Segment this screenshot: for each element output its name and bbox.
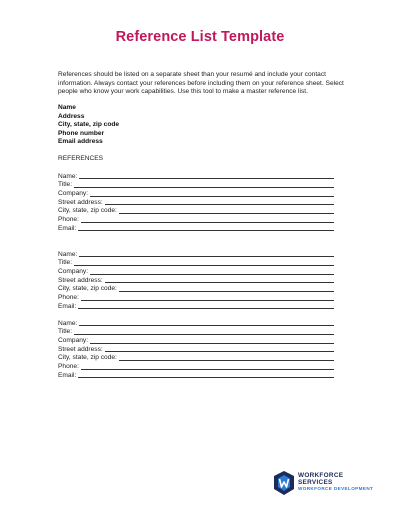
contact-field-name: Name <box>58 104 76 111</box>
reference-row-title[interactable] <box>58 328 334 337</box>
city-line[interactable] <box>119 354 334 361</box>
reference-row-city[interactable] <box>58 354 334 363</box>
reference-row-name[interactable] <box>58 172 334 181</box>
reference-row-title[interactable] <box>58 181 334 190</box>
contact-field-email: Email address <box>58 138 103 146</box>
field-label: Email: <box>58 224 77 232</box>
title-line[interactable] <box>74 328 334 335</box>
contact-field-phone: Phone number <box>58 129 105 137</box>
field-label: Company: <box>58 190 89 198</box>
field-label: City, state, zip code: <box>58 285 117 293</box>
field-label: Title: <box>58 259 73 267</box>
reference-row-name[interactable] <box>58 319 334 328</box>
phone-line[interactable] <box>81 363 334 370</box>
title-line[interactable] <box>74 181 334 188</box>
city-line[interactable] <box>119 207 334 214</box>
company-line[interactable] <box>90 337 334 344</box>
reference-row-company[interactable] <box>58 267 334 276</box>
reference-row-name[interactable] <box>58 250 334 259</box>
logo-line-2: SERVICES <box>298 479 333 486</box>
reference-row-company[interactable] <box>58 336 334 345</box>
references-heading: REFERENCES <box>58 155 104 162</box>
reference-row-email[interactable] <box>58 371 334 380</box>
field-label: Street address: <box>58 198 103 206</box>
workforce-services-logo <box>273 470 383 496</box>
reference-row-street[interactable] <box>58 345 334 354</box>
title-line[interactable] <box>74 259 334 266</box>
email-line[interactable] <box>78 302 334 309</box>
reference-row-phone[interactable] <box>58 293 334 302</box>
reference-row-city[interactable] <box>58 207 334 216</box>
field-label: Title: <box>58 328 73 336</box>
contact-field-city: City, state, zip code <box>58 121 120 129</box>
email-line[interactable] <box>78 371 334 378</box>
field-label: Phone: <box>58 363 79 371</box>
shield-icon <box>273 470 295 496</box>
reference-row-title[interactable] <box>58 259 334 268</box>
field-label: Phone: <box>58 294 79 302</box>
contact-field-address: Address <box>58 112 85 120</box>
contact-info-block <box>58 104 258 147</box>
reference-row-city[interactable] <box>58 285 334 294</box>
field-label: Name: <box>58 172 78 180</box>
field-label: Email: <box>58 371 77 379</box>
reference-row-street[interactable] <box>58 276 334 285</box>
name-line[interactable] <box>79 250 334 257</box>
reference-row-company[interactable] <box>58 189 334 198</box>
phone-line[interactable] <box>81 294 334 301</box>
reference-entry-3 <box>58 319 334 380</box>
field-label: Title: <box>58 181 73 189</box>
street-line[interactable] <box>105 198 334 205</box>
field-label: Name: <box>58 319 78 327</box>
logo-line-1: WORKFORCE <box>298 472 344 479</box>
reference-row-email[interactable] <box>58 302 334 311</box>
field-label: Company: <box>58 268 89 276</box>
phone-line[interactable] <box>81 216 334 223</box>
field-label: Name: <box>58 250 78 258</box>
reference-row-street[interactable] <box>58 198 334 207</box>
company-line[interactable] <box>90 190 334 197</box>
reference-row-email[interactable] <box>58 224 334 233</box>
field-label: City, state, zip code: <box>58 207 117 215</box>
logo-line-3: WORKFORCE DEVELOPMENT <box>298 486 374 491</box>
name-line[interactable] <box>79 172 334 179</box>
field-label: Street address: <box>58 345 103 353</box>
street-line[interactable] <box>105 276 334 283</box>
field-label: Company: <box>58 337 89 345</box>
reference-row-phone[interactable] <box>58 362 334 371</box>
intro-paragraph: References should be listed on a separate sheet than your resumé and include your contact information. Always contact your references before including them on your reference sheet. Select people who know your work capabilities. Use this tool to make a master reference list. <box>58 71 344 96</box>
city-line[interactable] <box>119 285 334 292</box>
email-line[interactable] <box>78 224 334 231</box>
field-label: City, state, zip code: <box>58 354 117 362</box>
field-label: Email: <box>58 302 77 310</box>
field-label: Phone: <box>58 216 79 224</box>
reference-row-phone[interactable] <box>58 215 334 224</box>
company-line[interactable] <box>90 268 334 275</box>
page-title: Reference List Template <box>115 29 285 45</box>
field-label: Street address: <box>58 276 103 284</box>
name-line[interactable] <box>79 319 334 326</box>
street-line[interactable] <box>105 345 334 352</box>
reference-entry-2 <box>58 250 334 311</box>
reference-entry-1 <box>58 172 334 233</box>
